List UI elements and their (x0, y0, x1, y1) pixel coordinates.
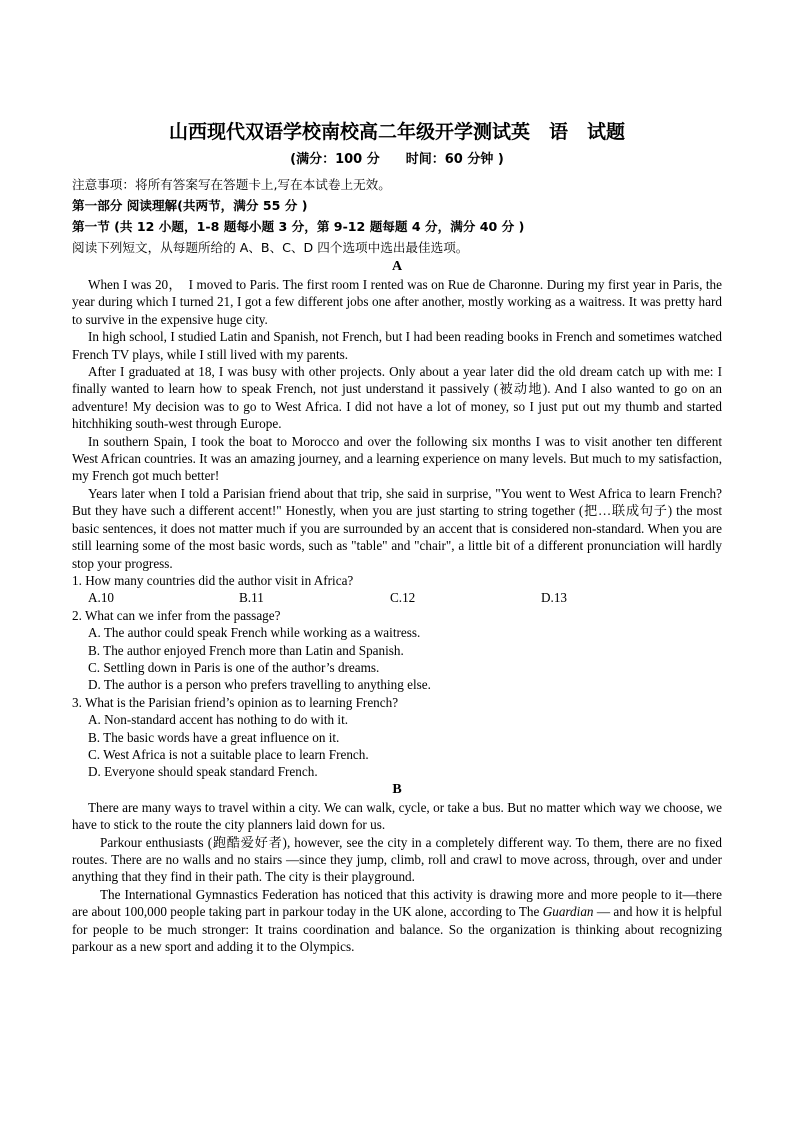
exam-page (72, 118, 722, 955)
question-2-option-b: B. The author enjoyed French more than Latin and Spanish. (88, 642, 404, 658)
part-one-heading: 第一部分 阅读理解(共两节，满分 55 分 ) (72, 198, 308, 213)
question-3-option-a: A. Non-standard accent has nothing to do with it. (88, 712, 349, 728)
passage-a-paragraph-2: In high school, I studied Latin and Spanish, not French, but I had been reading books in French and sometimes watched French TV plays, while I still lived with my parents. (72, 329, 722, 362)
question-3-option-b: B. The basic words have a great influence on it. (88, 729, 340, 745)
question-1-option-a: A.10 (88, 590, 115, 606)
direction-text: 阅读下列短文，从每题所给的 A、B、C、D 四个选项中选出最佳选项。 (72, 240, 469, 255)
passage-a-paragraph-1: When I was 20， I moved to Paris. The first room I rented was on Rue de Charonne. During my first year in Paris, the year during which I turned 21, I got a few different jobs one after another, mostly working as a waitress. It was pretty hard to survive in the expensive huge city. (72, 277, 722, 327)
exam-title: 山西现代双语学校南校高二年级开学测试英 语 试题 (168, 121, 625, 143)
passage-b-paragraph-2: Parkour enthusiasts (跑酷爱好者), however, see the city in a completely different way. To them, there are no fixed routes. There are no walls and no stairs —since they jump, climb, roll and crawl to move across, through, over and under anything that they find in their path. The city is their playground. (72, 834, 722, 885)
passage-b-paragraph-1: There are many ways to travel within a city. We can walk, cycle, or take a bus. But no matter which way we choose, we have to stick to the route the city planners laid down for us. (72, 799, 722, 833)
passage-a-label: A (391, 259, 403, 274)
question-1-option-c: C.12 (390, 590, 416, 606)
passage-a-paragraph-3: After I graduated at 18, I was busy with other projects. Only about a year later did the old dream catch up with me: I finally wanted to learn how to speak French, not just understand it passively (被动地). And I also wanted to go on an adventure! My decision was to go to West Africa. I did not have a lot of money, so I just put out my thumb and started hitchhiking south-west through Europe. (72, 364, 722, 432)
question-1-option-b: B.11 (239, 590, 264, 606)
passage-b-label: B (392, 781, 402, 797)
note-text: 注意事项：将所有答案写在答题卡上,写在本试卷上无效。 (72, 177, 391, 192)
question-2-option-d: D. The author is a person who prefers travelling to anything else. (88, 677, 431, 693)
passage-b-paragraph-3-part-1: The International Gymnastics Federation has noticed that this activity is drawing more and more people to it—there are about 100,000 people taking part in parkour today in the UK alone, according to The (72, 886, 722, 920)
newspaper-name: Guardian (542, 904, 594, 920)
passage-a-paragraph-5: Years later when I told a Parisian friend about that trip, she said in surprise, "You went to West Africa to learn French? But they have such a different accent!" Honestly, when you are just starting to string together (把…联成句子) the most basic sentences, it does not matter much if you are surrounded by an accent that is considered non-standard. When you are still learning some of the most basic words, such as "table" and "chair", a little bit of a different pronunciation will hardly stop your progress. (72, 485, 722, 571)
question-3-option-d: D. Everyone should speak standard French. (88, 764, 318, 780)
passage-b-paragraph-3 (72, 886, 722, 956)
question-2-option-c: C. Settling down in Paris is one of the author’s dreams. (88, 659, 380, 675)
question-1-options (72, 589, 722, 606)
section-one-heading: 第一节 (共 12 小题，1-8 题每小题 3 分，第 9-12 题每题 4 分，满分 40 分 ) (72, 219, 525, 234)
question-1-stem: 1. How many countries did the author visit in Africa? (72, 572, 354, 588)
passage-b-paragraph-3-part-2: — and how it is helpful for people to be much stronger: It trains coordination and balance. So the organization is thinking about recognizing parkour as a new sport and adding it to the Olympics. (72, 904, 722, 955)
question-3-stem: 3. What is the Parisian friend’s opinion as to learning French? (72, 694, 399, 710)
question-1-option-d: D.13 (541, 590, 568, 606)
passage-a-paragraph-4: In southern Spain, I took the boat to Morocco and over the following six months I was to visit another ten different West African countries. It was an amazing journey, and a learning experience on many levels. But much to my satisfaction, my French got much better! (72, 433, 722, 484)
question-2-stem: 2. What can we infer from the passage? (72, 607, 281, 623)
exam-subtitle: (满分：100 分 时间：60 分钟 ) (290, 152, 504, 167)
question-3-option-c: C. West Africa is not a suitable place to learn French. (88, 746, 369, 762)
question-2-option-a: A. The author could speak French while working as a waitress. (88, 625, 421, 641)
